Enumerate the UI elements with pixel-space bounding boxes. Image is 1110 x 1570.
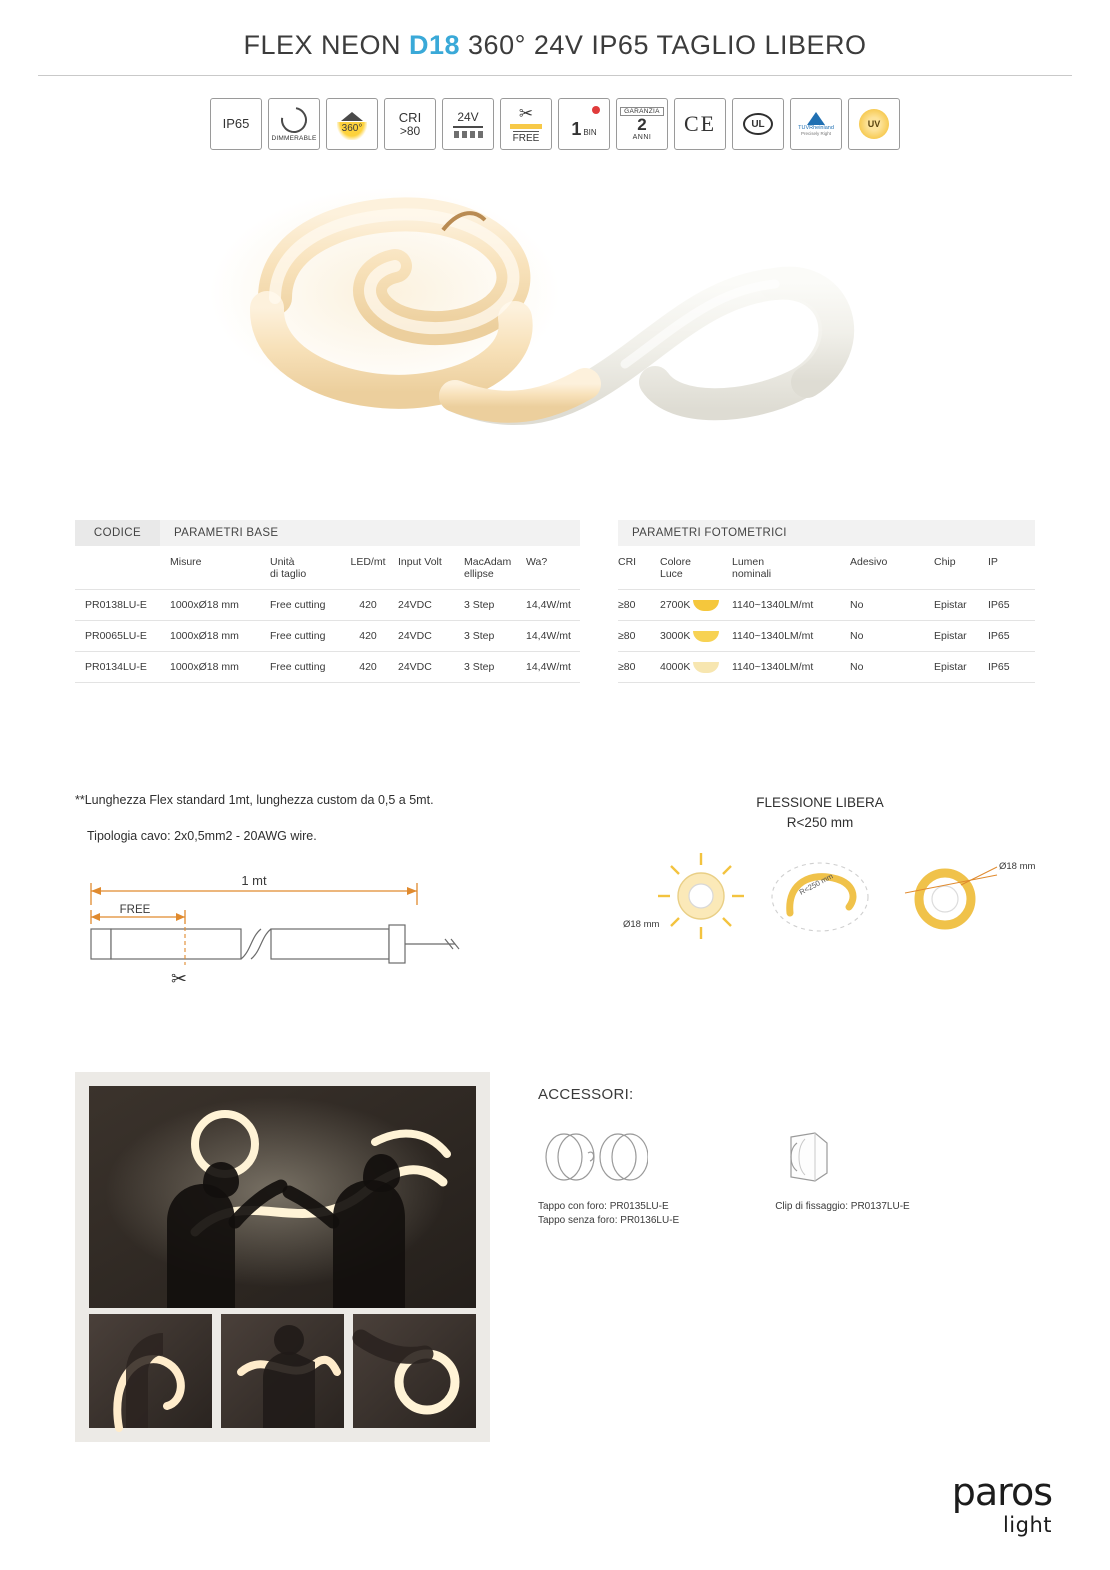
brand-logo: [951, 1470, 1052, 1537]
accessory-caps-caption: [538, 1200, 679, 1228]
table-row: [618, 590, 1035, 621]
bin-number: 1: [571, 118, 582, 139]
table-row: [618, 652, 1035, 683]
ip65-label: IP65: [222, 116, 250, 131]
application-photos: [75, 1072, 490, 1447]
cell-watt: 14,4W/mt: [526, 590, 580, 621]
scissors-icon: ✂: [518, 103, 534, 123]
free-cutting-label: FREE: [512, 132, 540, 144]
cell-misure: 1000xØ18 mm: [170, 621, 270, 652]
note-cable: Tipologia cavo: 2x0,5mm2 - 20AWG wire.: [87, 829, 317, 843]
parametri-fotometrici-title: PARAMETRI FOTOMETRICI: [618, 520, 1035, 546]
accessories-items: [538, 1129, 1035, 1228]
cell-volt: 24VDC: [398, 652, 464, 683]
th-volt: Input Volt: [398, 556, 442, 568]
tuv-sublabel: Precisely Right: [800, 131, 831, 136]
parametri-base-title: PARAMETRI BASE: [160, 520, 580, 546]
cell-cri: ≥80: [618, 621, 660, 652]
cell-chip: Epistar: [934, 621, 988, 652]
cell-chip: Epistar: [934, 652, 988, 683]
ul-badge: [732, 98, 784, 150]
cell-ip: IP65: [988, 621, 1035, 652]
cell-adesivo: No: [850, 652, 934, 683]
cell-colore: [660, 652, 732, 683]
ce-icon: CE: [683, 111, 717, 136]
colore-value: 3000K: [660, 630, 691, 642]
voltage-rule-icon: [453, 126, 483, 128]
th-code: [75, 546, 170, 590]
caption-line2: Tappo senza foro: PR0136LU-E: [538, 1215, 680, 1226]
dimension-drawing: [75, 861, 515, 1011]
accessory-clip: [775, 1129, 910, 1228]
cri-value: >80: [399, 123, 421, 138]
cell-led: 420: [342, 590, 398, 621]
parametri-base-header: [75, 520, 580, 546]
dimmer-icon: [276, 101, 312, 137]
logo-subname: light: [1002, 1513, 1052, 1537]
cell-led: 420: [342, 652, 398, 683]
cell-unita: Free cutting: [270, 621, 342, 652]
bin-label: BIN: [583, 127, 597, 137]
color-swatch: [693, 662, 719, 673]
beam-360-label: 360°: [341, 123, 363, 134]
accessory-caps: [538, 1129, 679, 1228]
th-lumen: Lumen nominali: [732, 556, 772, 580]
dim-label-free: FREE: [119, 904, 151, 916]
cell-watt: 14,4W/mt: [526, 621, 580, 652]
cell-adesivo: No: [850, 590, 934, 621]
uv-badge: [848, 98, 900, 150]
technical-section: [0, 793, 1110, 1016]
flessione-title: FLESSIONE LIBERA: [756, 795, 884, 810]
table-row: [618, 621, 1035, 652]
bend-radius-diagram: [772, 863, 868, 931]
page-title-accent: D18: [409, 30, 461, 60]
codice-header: CODICE: [75, 520, 160, 546]
bin-badge: [558, 98, 610, 150]
th-misure: Misure: [170, 556, 202, 568]
cell-code: PR0134LU-E: [75, 652, 170, 683]
cri-badge: [384, 98, 436, 150]
cell-macadam: 3 Step: [464, 652, 526, 683]
th-adesivo: Adesivo: [850, 556, 888, 568]
tuv-badge: [790, 98, 842, 150]
warranty-top-label: GARANZIA: [620, 107, 664, 116]
voltage-label: 24V: [457, 109, 479, 124]
caption-line1: Tappo con foro: PR0135LU-E: [538, 1201, 669, 1212]
svg-text:✂: ✂: [171, 968, 187, 990]
flessione-libera-block: [575, 793, 1035, 1016]
cri-label: CRI: [398, 109, 422, 125]
mounting-clip-icon: [775, 1129, 845, 1185]
scissors-icon: [171, 968, 187, 990]
table-row: [75, 590, 580, 621]
cell-cri: ≥80: [618, 652, 660, 683]
ip65-badge: [210, 98, 262, 150]
cell-volt: 24VDC: [398, 590, 464, 621]
cell-lumen: 1140~1340LM/mt: [732, 652, 850, 683]
th-colore: Colore Luce: [660, 556, 691, 580]
note-length: **Lunghezza Flex standard 1mt, lunghezza custom da 0,5 a 5mt.: [75, 793, 434, 807]
parametri-base-table: [75, 520, 580, 683]
strip-icon: [510, 124, 542, 129]
cell-misure: 1000xØ18 mm: [170, 590, 270, 621]
cell-led: 420: [342, 621, 398, 652]
flessione-subtitle: R<250 mm: [786, 815, 854, 830]
dia-label-right: Ø18 mm: [999, 861, 1035, 872]
cell-ip: IP65: [988, 652, 1035, 683]
page-title: [0, 0, 1110, 75]
voltage-dots-icon: [454, 131, 483, 138]
cell-adesivo: No: [850, 621, 934, 652]
accessories-title: ACCESSORI:: [538, 1086, 634, 1103]
th-macadam: MacAdam ellipse: [464, 556, 512, 580]
voltage-badge: [442, 98, 494, 150]
bin-dot-icon: [592, 106, 600, 114]
cell-code: PR0065LU-E: [75, 621, 170, 652]
beam-360-badge: [326, 98, 378, 150]
logo-name: paros: [951, 1470, 1052, 1514]
uv-icon: UV: [859, 109, 889, 139]
th-cri: CRI: [618, 556, 637, 568]
cell-colore: [660, 590, 732, 621]
warranty-badge: [616, 98, 668, 150]
cell-unita: Free cutting: [270, 590, 342, 621]
ce-badge: [674, 98, 726, 150]
free-cutting-badge: [500, 98, 552, 150]
bending-diagrams: [605, 849, 1035, 959]
accessories-block: [490, 1072, 1035, 1447]
photo-grid: [75, 1072, 490, 1442]
base-table: [75, 546, 580, 683]
cell-volt: 24VDC: [398, 621, 464, 652]
cell-macadam: 3 Step: [464, 621, 526, 652]
warranty-unit-label: ANNI: [632, 134, 652, 141]
cell-code: PR0138LU-E: [75, 590, 170, 621]
th-ip: IP: [988, 556, 998, 568]
dim-label-total: 1 mt: [241, 873, 267, 888]
cell-chip: Epistar: [934, 590, 988, 621]
bin-row: [571, 119, 596, 140]
cell-lumen: 1140~1340LM/mt: [732, 590, 850, 621]
dimmerable-label: DIMMERABLE: [271, 134, 317, 142]
color-swatch: [693, 631, 719, 642]
colore-value: 4000K: [660, 661, 691, 673]
bend-radius-label: R<250 mm: [797, 871, 835, 897]
parametri-fotometrici-table: [618, 520, 1035, 683]
cell-macadam: 3 Step: [464, 590, 526, 621]
cell-colore: [660, 621, 732, 652]
table-row: [75, 621, 580, 652]
ul-icon: UL: [743, 113, 773, 135]
page-title-part2: 360° 24V IP65 TAGLIO LIBERO: [460, 30, 867, 60]
cell-unita: Free cutting: [270, 652, 342, 683]
section-diagram: [623, 853, 744, 939]
cell-lumen: 1140~1340LM/mt: [732, 621, 850, 652]
colore-value: 2700K: [660, 599, 691, 611]
spec-tables: [0, 520, 1110, 683]
dia-label-left: Ø18 mm: [623, 919, 660, 930]
base-table-header-row: [75, 546, 580, 590]
warranty-years: 2: [637, 115, 647, 134]
cell-cri: ≥80: [618, 590, 660, 621]
cell-watt: 14,4W/mt: [526, 652, 580, 683]
beam-glow-icon: [337, 122, 367, 140]
tuv-label: TUVRheinland: [798, 125, 834, 131]
color-swatch: [693, 600, 719, 611]
th-led: LED/mt: [350, 556, 386, 568]
feature-badge-strip: [0, 98, 1110, 150]
coil-diagram: [905, 861, 1035, 925]
dimmerable-badge: [268, 98, 320, 150]
accessory-clip-caption: Clip di fissaggio: PR0137LU-E: [775, 1201, 910, 1212]
product-hero-image: [0, 168, 1110, 508]
lamp-icon: [341, 112, 363, 121]
tuv-icon: [796, 107, 836, 141]
end-cap-icon: [538, 1129, 648, 1185]
table-row: [75, 652, 580, 683]
th-chip: Chip: [934, 556, 956, 568]
tuv-triangle-icon: [807, 112, 825, 125]
notes-and-drawing: [75, 793, 575, 1016]
title-divider: [38, 75, 1072, 76]
th-watt: Wa?: [526, 556, 548, 568]
th-unita: Unità di taglio: [270, 556, 307, 580]
neon-strip-illustration: [155, 168, 955, 498]
photo-table-header-row: [618, 546, 1035, 590]
cell-misure: 1000xØ18 mm: [170, 652, 270, 683]
page-title-part1: FLEX NEON: [243, 30, 409, 60]
cell-ip: IP65: [988, 590, 1035, 621]
bottom-section: [0, 1072, 1110, 1447]
photometric-table: [618, 546, 1035, 683]
